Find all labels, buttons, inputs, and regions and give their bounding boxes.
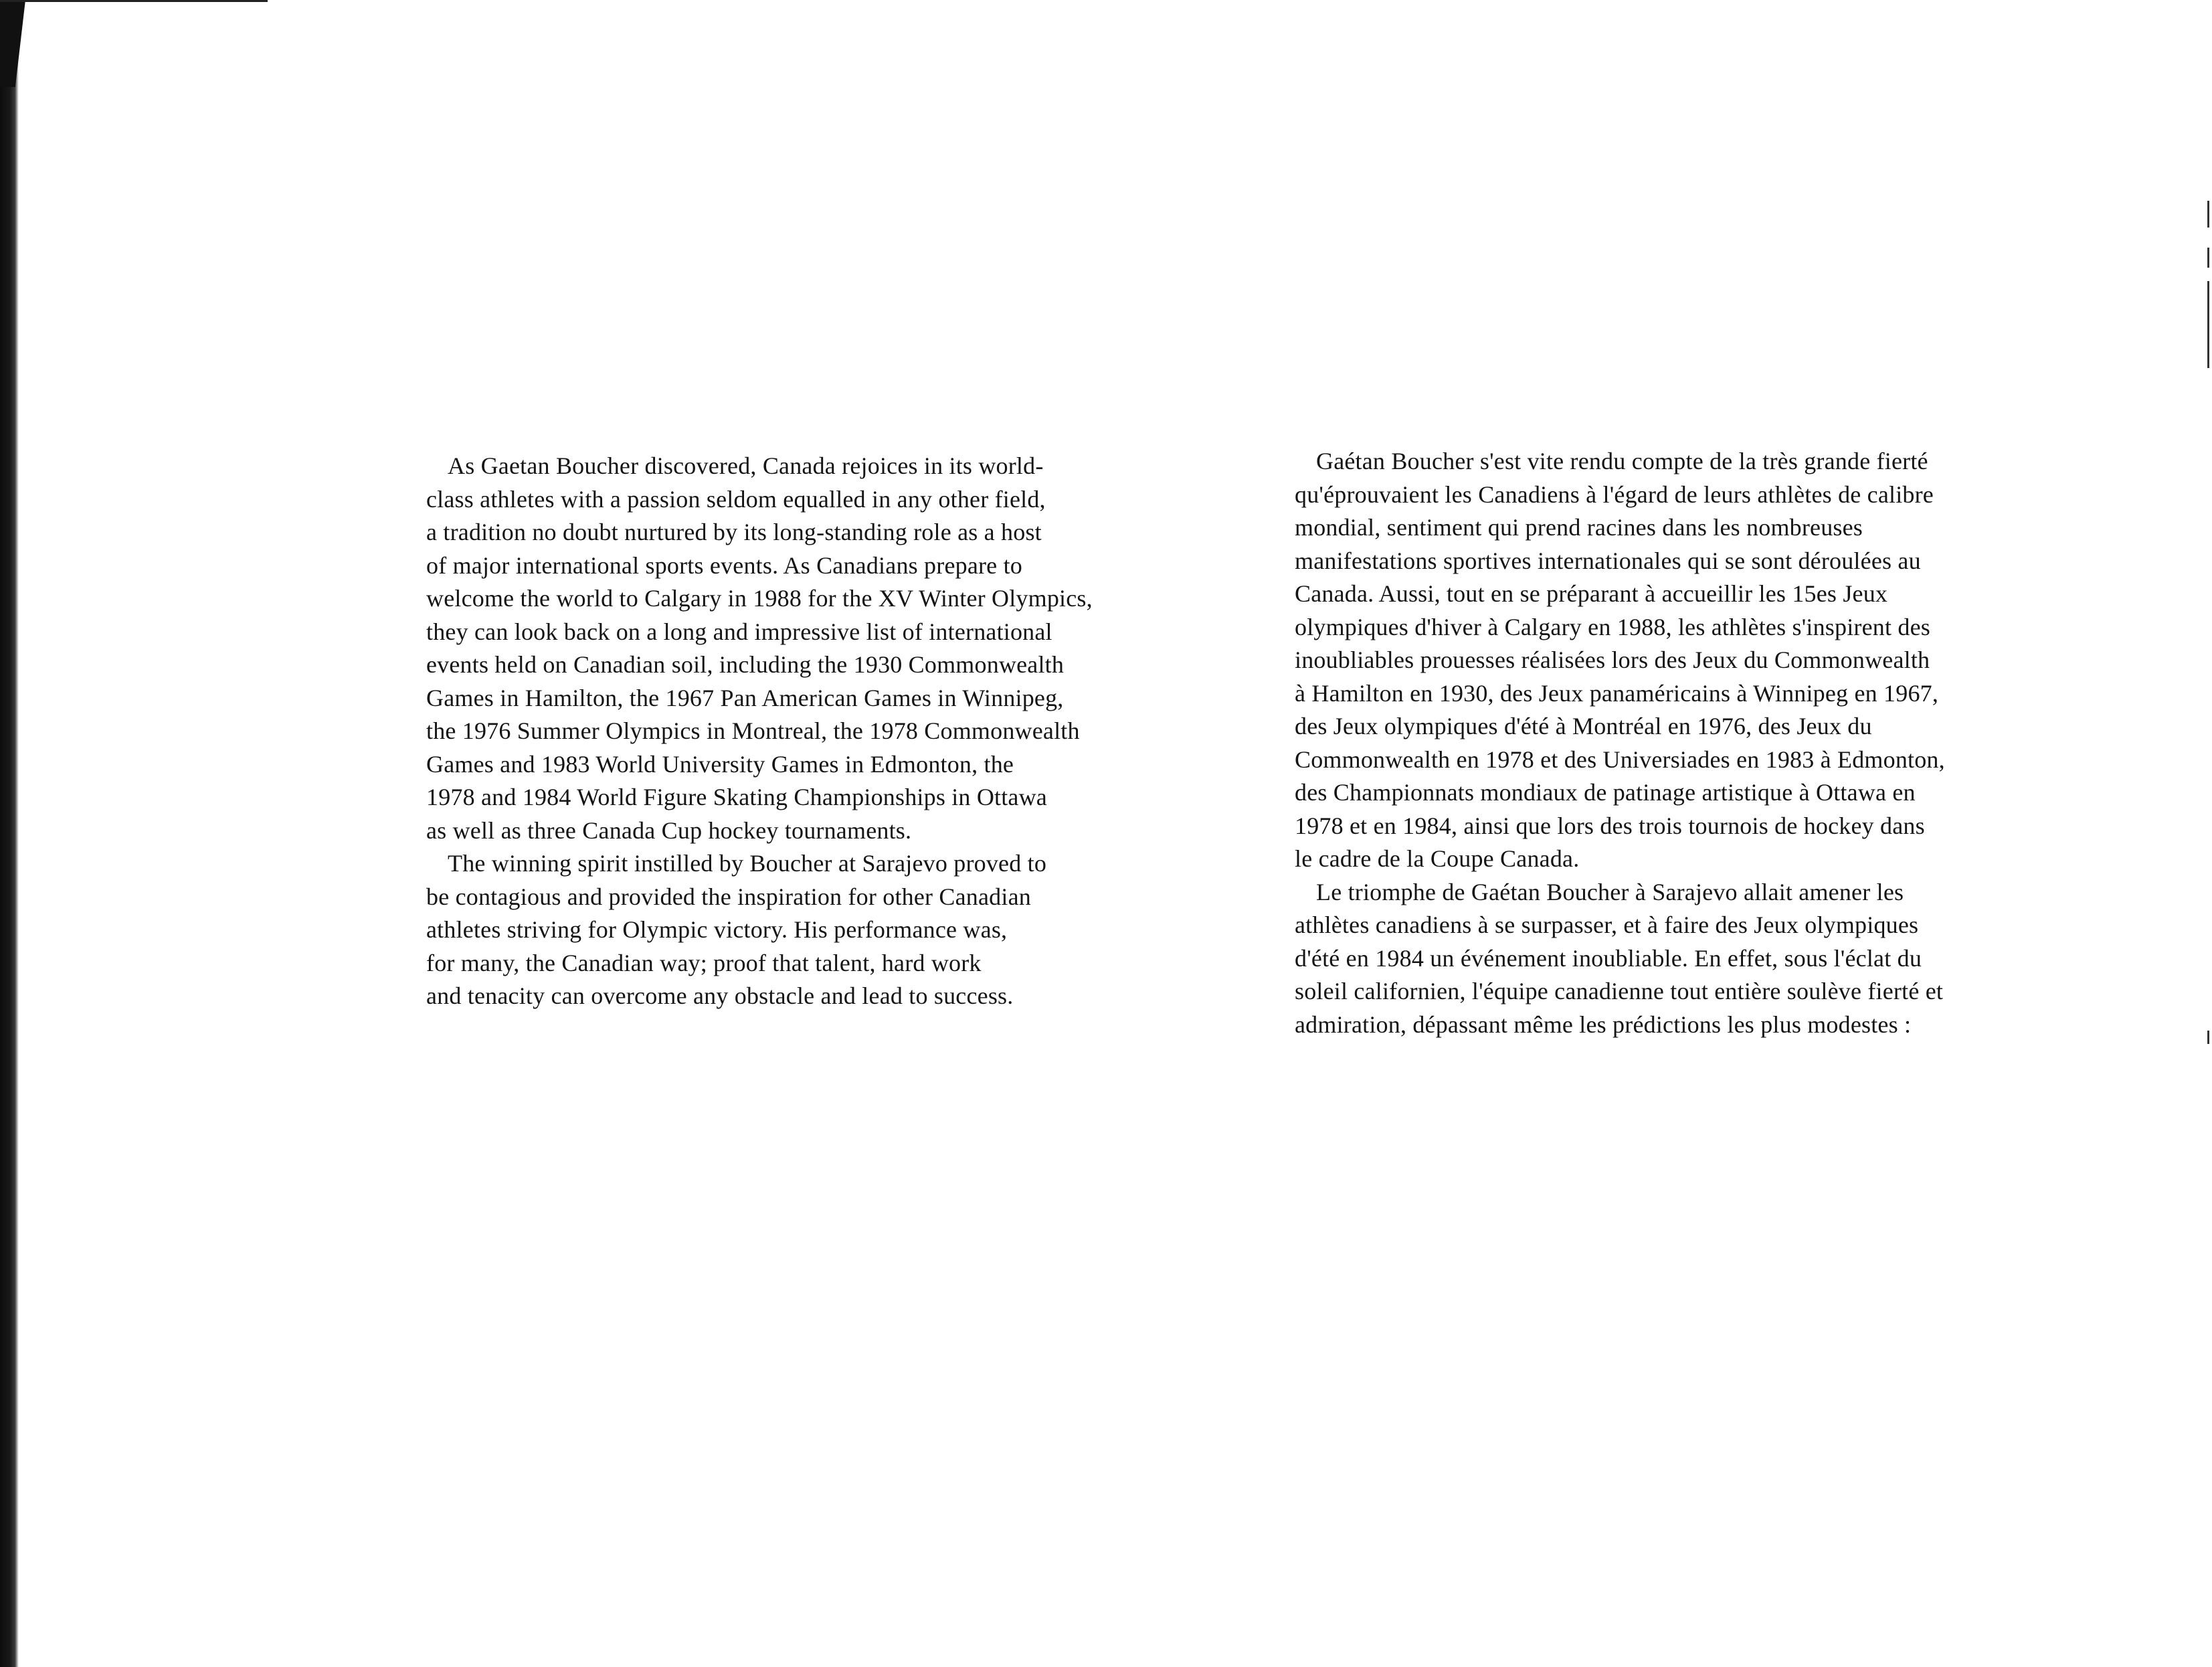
text-line: des Jeux olympiques d'été à Montréal en 1976, des Jeux du <box>1295 713 1872 739</box>
text-line: for many, the Canadian way; proof that talent, hard work <box>426 949 982 976</box>
text-line: manifestations sportives internationales qui se sont déroulées au <box>1295 547 1921 574</box>
text-line: qu'éprouvaient les Canadiens à l'égard de leurs athlètes de calibre <box>1295 480 1934 508</box>
text-line: Canada. Aussi, tout en se préparant à accueillir les 15es Jeux <box>1295 580 1888 607</box>
text-line: 1978 and 1984 World Figure Skating Championships in Ottawa <box>426 784 1047 810</box>
text-line: and tenacity can overcome any obstacle and lead to success. <box>426 982 1014 1009</box>
text-line: inoubliables prouesses réalisées lors des Jeux du Commonwealth <box>1295 646 1930 673</box>
text-line: Games and 1983 World University Games in Edmonton, the <box>426 750 1014 778</box>
text-line: soleil californien, l'équipe canadienne tout entière soulève fierté et <box>1295 978 1944 1004</box>
text-line: of major international sports events. As Canadians prepare to <box>426 551 1022 579</box>
text-line: the 1976 Summer Olympics in Montreal, the 1978 Commonwealth <box>426 717 1080 744</box>
text-line: mondial, sentiment qui prend racines dans les nombreuses <box>1295 514 1863 541</box>
english-paragraph-2 <box>426 847 1182 1013</box>
text-line: Games in Hamilton, the 1967 Pan American Games in Winnipeg, <box>426 684 1064 711</box>
text-line: welcome the world to Calgary in 1988 for the XV Winter Olympics, <box>426 585 1093 612</box>
top-edge-rule <box>0 0 268 2</box>
text-line: à Hamilton en 1930, des Jeux panaméricains à Winnipeg en 1967, <box>1295 679 1939 707</box>
text-line: class athletes with a passion seldom equalled in any other field, <box>426 485 1046 513</box>
english-text-column <box>426 450 1182 1013</box>
text-line: The winning spirit instilled by Boucher at Sarajevo proved to <box>448 850 1047 877</box>
text-line: athletes striving for Olympic victory. His performance was, <box>426 916 1008 943</box>
french-paragraph-1 <box>1295 445 2051 876</box>
text-line: events held on Canadian soil, including the 1930 Commonwealth <box>426 651 1065 678</box>
binding-notch <box>0 0 25 87</box>
text-line: olympiques d'hiver à Calgary en 1988, les athlètes s'inspirent des <box>1295 613 1930 640</box>
text-line: Commonwealth en 1978 et des Universiades en 1983 à Edmonton, <box>1295 745 1945 773</box>
text-line: they can look back on a long and impressive list of international <box>426 618 1052 645</box>
binding-edge <box>0 0 19 1667</box>
right-edge-marks <box>2205 0 2212 1667</box>
english-paragraph-1 <box>426 450 1182 847</box>
text-line: 1978 et en 1984, ainsi que lors des trois tournois de hockey dans <box>1295 812 1925 839</box>
text-line: Gaétan Boucher s'est vite rendu compte de la très grande fierté <box>1316 448 1928 474</box>
text-line: d'été en 1984 un événement inoubliable. En effet, sous l'éclat du <box>1295 944 1922 972</box>
text-line: admiration, dépassant même les prédictions les plus modestes : <box>1295 1011 1912 1038</box>
french-paragraph-2 <box>1295 876 2051 1042</box>
french-text-column <box>1295 445 2051 1041</box>
text-line: le cadre de la Coupe Canada. <box>1295 845 1580 872</box>
text-line: des Championnats mondiaux de patinage artistique à Ottawa en <box>1295 779 1916 806</box>
text-line: Le triomphe de Gaétan Boucher à Sarajevo allait amener les <box>1316 878 1904 905</box>
text-line: be contagious and provided the inspiration for other Canadian <box>426 883 1031 910</box>
text-line: athlètes canadiens à se surpasser, et à faire des Jeux olympiques <box>1295 911 1919 938</box>
text-line: a tradition no doubt nurtured by its long-standing role as a host <box>426 519 1042 545</box>
text-line: as well as three Canada Cup hockey tournaments. <box>426 816 912 844</box>
text-line: As Gaetan Boucher discovered, Canada rejoices in its world- <box>448 452 1044 479</box>
